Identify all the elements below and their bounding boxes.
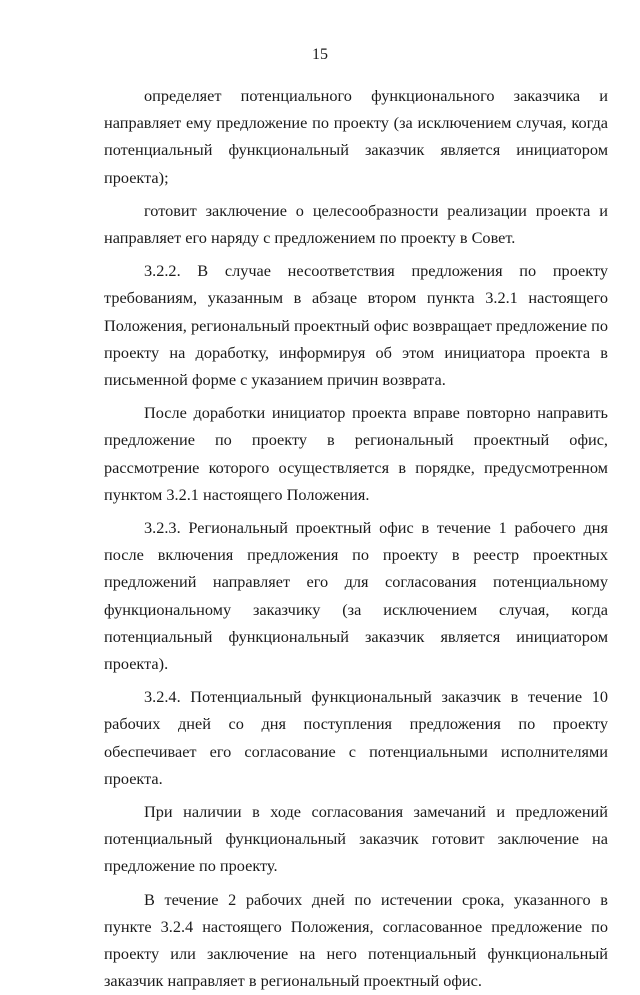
- paragraph-6: 3.2.4. Потенциальный функциональный заказчик в течение 10 рабочих дней со дня поступления предложения по проекту обеспечивает его согласование с потенциальными исполнителями проекта.: [104, 687, 608, 788]
- paragraph-4: После доработки инициатор проекта вправе повторно направить предложение по проекту в региональный проектный офис, рассмотрение которого осуществляется в порядке, предусмотренном пунктом 3.2.1 настоящего Положения.: [104, 403, 608, 504]
- paragraph-2: готовит заключение о целесообразности реализации проекта и направляет его наряду с предложением по проекту в Совет.: [104, 200, 608, 248]
- page-number: 15: [312, 46, 328, 63]
- document-body: [104, 82, 608, 995]
- paragraph-1: определяет потенциального функционального заказчика и направляет ему предложение по проекту (за исключением случая, когда потенциальный функциональный заказчик является инициатором проекта);: [104, 86, 608, 187]
- paragraph-3: 3.2.2. В случае несоответствия предложения по проекту требованиям, указанным в абзаце втором пункта 3.2.1 настоящего Положения, региональный проектный офис возвращает предложение по проекту на доработку, информируя об этом инициатора проекта в письменной форме с указанием причин возврата.: [104, 261, 608, 390]
- paragraph-5: 3.2.3. Региональный проектный офис в течение 1 рабочего дня после включения предложения по проекту в реестр проектных предложений направляет его для согласования потенциальному функциональному заказчику (за исключением случая, когда потенциальный функциональный заказчик является инициатором проекта).: [104, 518, 608, 674]
- paragraph-7: При наличии в ходе согласования замечаний и предложений потенциальный функциональный заказчик готовит заключение на предложение по проекту.: [104, 802, 608, 876]
- paragraph-8: В течение 2 рабочих дней по истечении срока, указанного в пункте 3.2.4 настоящего Положения, согласованное предложение по проекту или заключение на него потенциальный функциональный заказчик направляет в региональный проектный офис.: [104, 889, 608, 991]
